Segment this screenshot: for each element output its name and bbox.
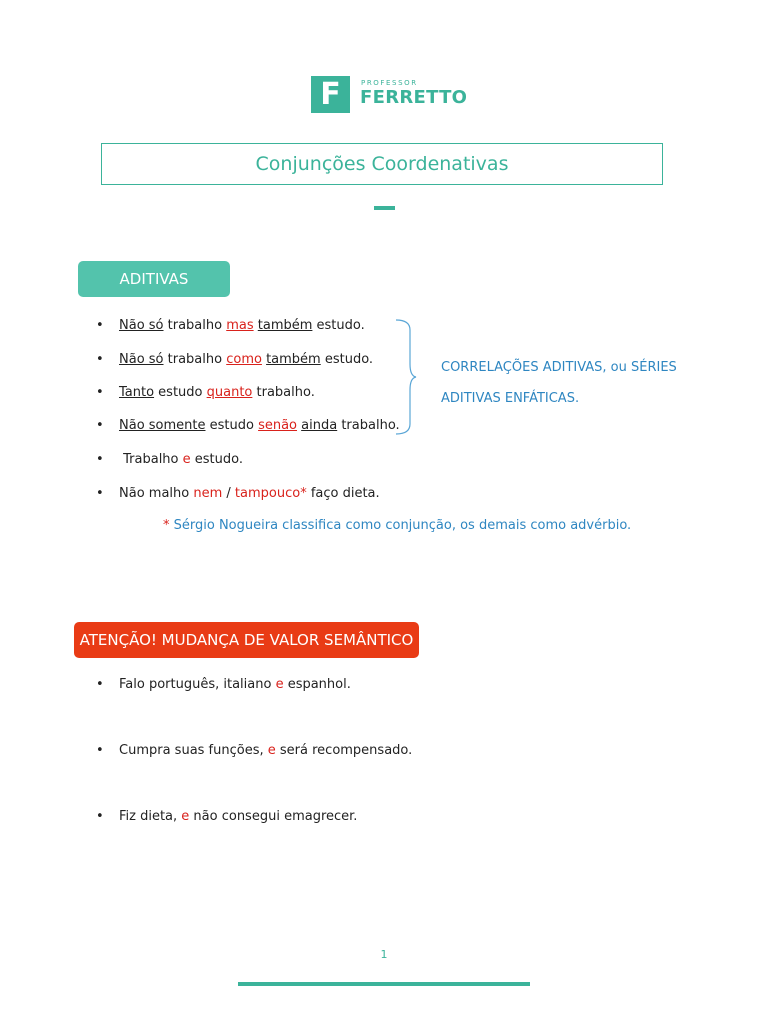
list-item [96, 417, 400, 435]
item-highlight: tampouco [234, 486, 301, 501]
item-text: estudo. [190, 452, 243, 467]
item-text: não consegui emagrecer. [189, 809, 358, 824]
list-item [96, 317, 365, 335]
item-text: Falo português, italiano [119, 677, 276, 692]
item-text: Não só [119, 352, 164, 367]
item-text: Trabalho [119, 452, 183, 467]
bullet: • [96, 743, 104, 758]
list-item [96, 676, 351, 694]
item-text: Não só [119, 318, 164, 333]
item-highlight: e [267, 743, 276, 758]
section-label-atencao: ATENÇÃO! MUDANÇA DE VALOR SEMÂNTICO [74, 622, 419, 658]
list-item [96, 451, 243, 469]
item-highlight: senão [258, 418, 298, 433]
title-divider [374, 206, 395, 210]
item-text: trabalho. [252, 385, 315, 400]
bullet: • [96, 452, 104, 467]
curly-brace-icon [395, 318, 417, 436]
item-highlight: quanto [206, 385, 253, 400]
item-text: trabalho. [337, 418, 400, 433]
item-text: Não malho [119, 486, 194, 501]
bullet: • [96, 418, 104, 433]
item-text: estudo. [312, 318, 365, 333]
brand-logo-icon [311, 76, 350, 113]
correlation-label [441, 352, 677, 414]
item-text: ainda [301, 418, 338, 433]
item-text: trabalho [163, 352, 227, 367]
page-title: Conjunções Coordenativas [101, 143, 663, 185]
item-highlight: e [181, 809, 190, 824]
footnote [163, 517, 631, 535]
list-item [96, 351, 373, 369]
section-label-aditivas: ADITIVAS [78, 261, 230, 297]
logo-subtitle: PROFESSOR [361, 79, 418, 87]
item-text: será recompensado. [275, 743, 413, 758]
item-text: estudo [205, 418, 259, 433]
correlation-line: ADITIVAS ENFÁTICAS. [441, 391, 580, 406]
footnote-marker: * [300, 486, 307, 501]
correlation-line: CORRELAÇÕES ADITIVAS, ou SÉRIES [441, 360, 677, 375]
item-highlight: como [226, 352, 262, 367]
item-text: também [266, 352, 321, 367]
list-item [96, 384, 315, 402]
bullet: • [96, 318, 104, 333]
list-item [96, 808, 357, 826]
item-text: Cumpra suas funções, [119, 743, 268, 758]
footnote-star: * [163, 518, 170, 533]
bullet: • [96, 385, 104, 400]
logo-letter: F [320, 77, 341, 112]
logo-name: FERRETTO [360, 87, 468, 108]
footer-divider [238, 982, 530, 986]
bullet: • [96, 677, 104, 692]
bullet: • [96, 809, 104, 824]
list-item [96, 742, 412, 760]
item-text: trabalho [163, 318, 227, 333]
bullet: • [96, 486, 104, 501]
item-text: Não somente [119, 418, 206, 433]
item-text: espanhol. [283, 677, 351, 692]
item-highlight: e [275, 677, 284, 692]
item-text: Tanto [119, 385, 155, 400]
item-text: / [222, 486, 235, 501]
item-text: também [257, 318, 313, 333]
bullet: • [96, 352, 104, 367]
item-text: faço dieta. [306, 486, 380, 501]
item-text: estudo. [320, 352, 374, 367]
list-item [96, 485, 380, 503]
item-highlight: e [182, 452, 191, 467]
item-text: estudo [154, 385, 207, 400]
item-text: Fiz dieta, [119, 809, 182, 824]
item-highlight: nem [193, 486, 223, 501]
page-number: 1 [380, 948, 388, 961]
footnote-text: Sérgio Nogueira classifica como conjunção, os demais como advérbio. [169, 518, 632, 533]
item-highlight: mas [226, 318, 254, 333]
